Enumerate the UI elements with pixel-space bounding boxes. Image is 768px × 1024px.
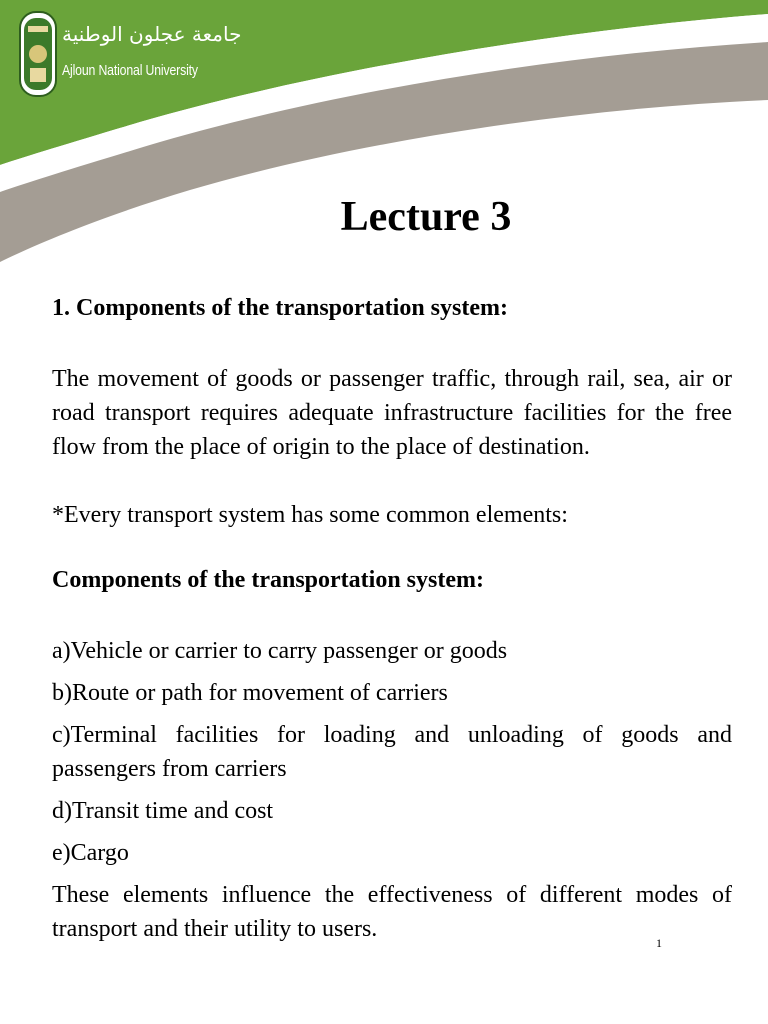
component-item: c)Terminal facilities for loading and unloading of goods and passengers from carriers xyxy=(52,722,732,782)
lecture-title: Lecture 3 xyxy=(340,194,512,240)
common-elements-note: *Every transport system has some common elements: xyxy=(52,502,568,528)
slide-content xyxy=(52,292,732,946)
page-number: 1 xyxy=(656,936,662,950)
component-item: a)Vehicle or carrier to carry passenger or goods xyxy=(52,638,508,664)
closing-paragraph: These elements influence the effectiveness of different modes of transport and their utility to users. xyxy=(52,882,732,942)
section-heading: 1. Components of the transportation system: xyxy=(52,295,508,321)
components-heading: Components of the transportation system: xyxy=(52,567,484,593)
component-item: e)Cargo xyxy=(52,840,129,866)
university-name-arabic: جامعة عجلون الوطنية xyxy=(62,22,242,46)
university-name-english: Ajloun National University xyxy=(62,62,198,79)
university-logo xyxy=(18,10,58,98)
component-item: b)Route or path for movement of carriers xyxy=(52,680,448,706)
slide-header xyxy=(0,0,768,290)
component-item: d)Transit time and cost xyxy=(52,798,274,824)
intro-paragraph: The movement of goods or passenger traffic, through rail, sea, air or road transport requires adequate infrastructure facilities for the free flow from the place of origin to the place of destination. xyxy=(52,366,732,460)
